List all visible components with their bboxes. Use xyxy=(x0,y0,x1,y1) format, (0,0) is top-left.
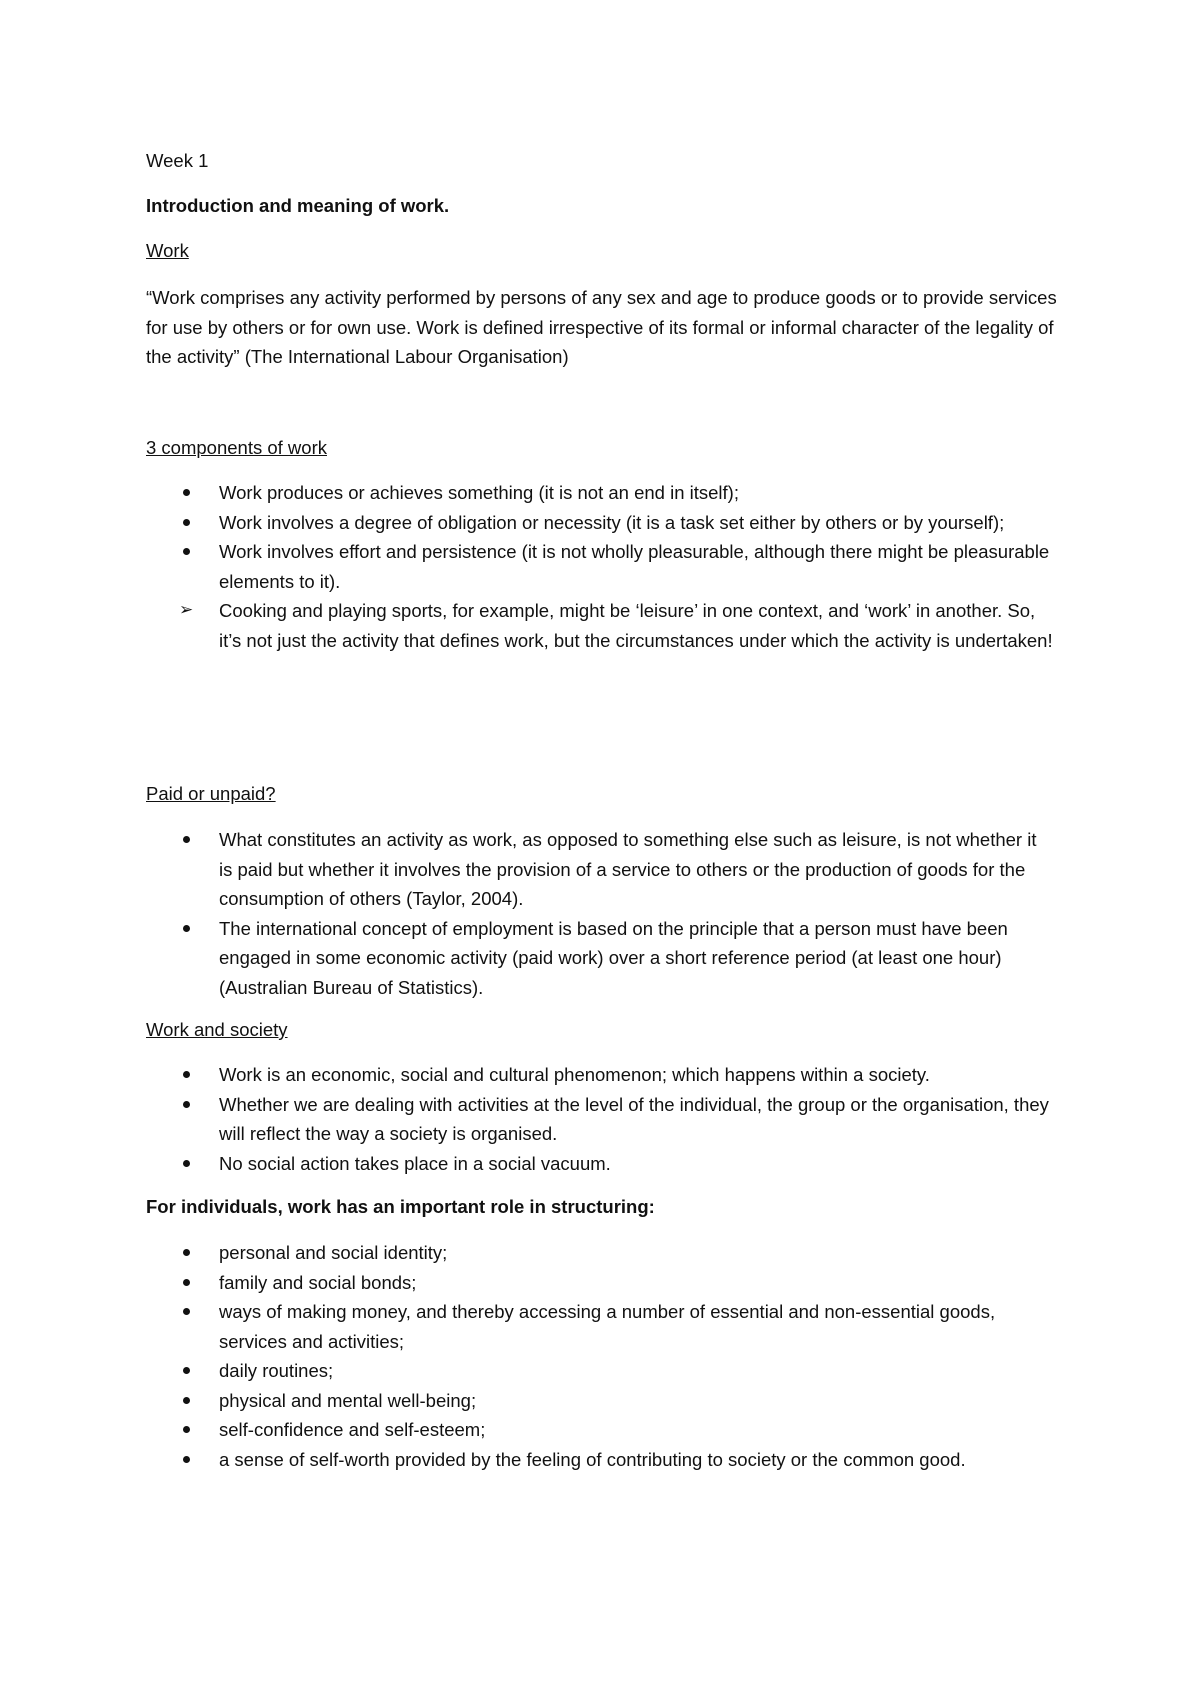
paid-heading: Paid or unpaid? xyxy=(146,783,276,804)
list-item: Work involves effort and persistence (it is not wholly pleasurable, although there might be pleasurable elements to it). xyxy=(219,541,1050,592)
components-list xyxy=(146,478,1061,655)
week-label: Week 1 xyxy=(146,150,209,171)
individuals-heading: For individuals, work has an important role in structuring: xyxy=(146,1196,655,1217)
list-item: ways of making money, and thereby accessing a number of essential and non-essential goods, services and activities; xyxy=(219,1301,996,1352)
arrow-bullet-icon: ➢ xyxy=(179,600,194,620)
ilo-quote: “Work comprises any activity performed by persons of any sex and age to produce goods or to provide services for use by others or for own use. Work is defined irrespective of its formal or informal character of the legality of the activity” (The International Labour Organisation) xyxy=(146,287,1057,367)
list-item: physical and mental well-being; xyxy=(219,1389,477,1411)
society-heading: Work and society xyxy=(146,1019,288,1040)
list-item: What constitutes an activity as work, as opposed to something else such as leisure, is not whether it is paid but whether it involves the provision of a service to others or the production of goods for the consumption of others (Taylor, 2004). xyxy=(219,829,1037,909)
individuals-list xyxy=(146,1238,1051,1474)
society-list xyxy=(146,1060,1051,1178)
paid-list xyxy=(146,825,1051,1002)
list-item: Work produces or achieves something (it is not an end in itself); xyxy=(219,482,739,503)
list-item: personal and social identity; xyxy=(219,1242,448,1263)
list-item: Work involves a degree of obligation or necessity (it is a task set either by others or by yourself); xyxy=(219,511,1005,533)
list-item: No social action takes place in a social vacuum. xyxy=(219,1152,611,1174)
list-item: family and social bonds; xyxy=(219,1271,417,1293)
list-item: Whether we are dealing with activities at the level of the individual, the group or the organisation, they will reflect the way a society is organised. xyxy=(219,1093,1049,1144)
components-heading: 3 components of work xyxy=(146,437,327,458)
list-item: Work is an economic, social and cultural phenomenon; which happens within a society. xyxy=(219,1064,930,1085)
list-item: daily routines; xyxy=(219,1360,334,1381)
list-item: ➢ Cooking and playing sports, for example, might be ‘leisure’ in one context, and ‘work’ in another. So, it’s not just the activity that defines work, but the circumstances under which the activity is undertaken! xyxy=(146,596,1061,655)
list-item: a sense of self-worth provided by the feeling of contributing to society or the common good. xyxy=(219,1448,966,1470)
list-item: The international concept of employment is based on the principle that a person must have been engaged in some economic activity (paid work) over a short reference period (at least one hour)(Australian Bureau of Statistics). xyxy=(219,917,1008,998)
work-heading: Work xyxy=(146,240,189,261)
page-title: Introduction and meaning of work. xyxy=(146,195,450,216)
list-item: self-confidence and self-esteem; xyxy=(219,1419,486,1440)
